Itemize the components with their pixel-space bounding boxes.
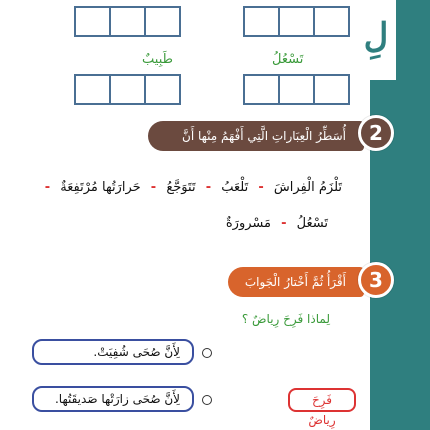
letter-box[interactable] [278, 74, 315, 105]
phrase-option[interactable]: حَرارَتُها مُرْتَفِعَةٌ [60, 180, 141, 195]
letter-box[interactable] [313, 74, 350, 105]
radio-button[interactable] [202, 348, 212, 358]
exercise-2-instruction: أُسَطِّرُ الْعِبَاراتِ الَّتِي أَفْهَمُ مِنْها أَنَّ صُحَى مَرِيضَةٌ [148, 121, 364, 151]
exercise-2-words-line-2 [226, 216, 328, 231]
letter-boxes-word-3[interactable] [76, 74, 181, 105]
letter-boxes-word-2[interactable] [245, 6, 350, 37]
answer-chip: فَرِحَ رِياضٌ [288, 388, 356, 412]
radio-button[interactable] [202, 395, 212, 405]
separator-dash: - [44, 180, 51, 195]
letter-box[interactable] [74, 74, 111, 105]
phrase-option[interactable]: مَسْرورَةٌ [225, 216, 271, 231]
exercise-2-words-line-1 [39, 180, 342, 195]
letter-boxes-word-1[interactable] [76, 6, 181, 37]
separator-dash: - [150, 180, 157, 195]
letter-box[interactable] [243, 6, 280, 37]
exercise-2-number-badge: 2 [358, 115, 394, 151]
exercise-3-instruction: أَقْرَأُ ثُمَّ أَخْتارُ الْجَوابَ الصَّحيحَ [228, 267, 364, 297]
separator-dash: - [258, 180, 264, 195]
answer-option-1[interactable]: لِأَنَّ صُحَى شُفِيَتْ. [32, 339, 194, 365]
letter-box[interactable] [74, 6, 111, 37]
exercise-3-question: لِماذا فَرِحَ رِياضٌ ؟ [241, 312, 330, 326]
section-letter-glyph: لِ [363, 16, 389, 56]
letter-box[interactable] [144, 6, 181, 37]
letter-box[interactable] [243, 74, 280, 105]
letter-box[interactable] [144, 74, 181, 105]
separator-dash: - [281, 216, 287, 231]
letter-box[interactable] [109, 6, 146, 37]
answer-option-2[interactable]: لِأَنَّ صُحَى زارَتْها صَديقَتُها. [32, 386, 194, 412]
letter-box[interactable] [109, 74, 146, 105]
exercise-3-number-badge: 3 [358, 262, 394, 298]
separator-dash: - [205, 180, 212, 195]
word-label-tabib: طَبِيبٌ [142, 52, 173, 67]
phrase-option[interactable]: تَسْعُلُ [296, 216, 328, 231]
letter-box[interactable] [313, 6, 350, 37]
letter-boxes-word-4[interactable] [245, 74, 350, 105]
phrase-option[interactable]: تَلْزَمُ الْفِراشَ [273, 180, 342, 195]
phrase-option[interactable]: تَتَوَجَّعُ [166, 180, 196, 195]
word-label-tasul: تَسْعُلُ [272, 52, 304, 67]
phrase-option[interactable]: تَلْعَبُ [221, 180, 249, 195]
letter-box[interactable] [278, 6, 315, 37]
